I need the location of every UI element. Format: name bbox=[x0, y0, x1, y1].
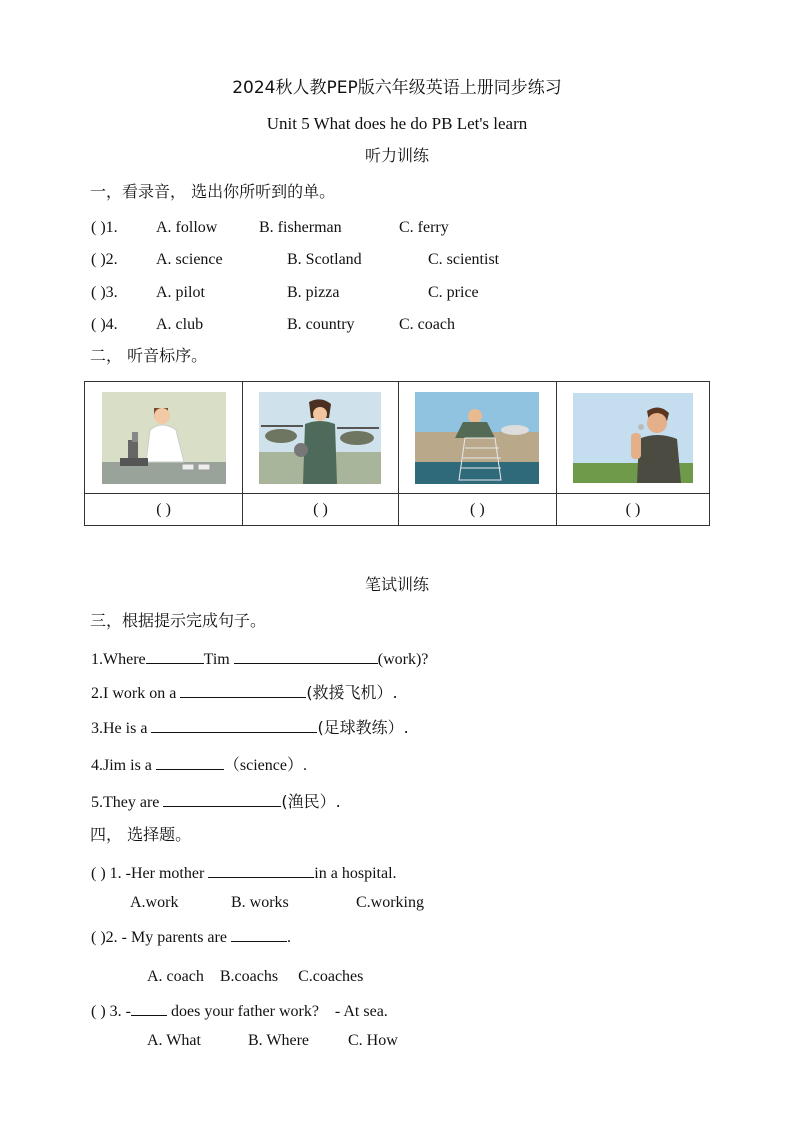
item-number: ( )3. bbox=[91, 284, 118, 301]
question-text: ( ) 3. - bbox=[91, 1003, 131, 1020]
answer-blank[interactable] bbox=[151, 718, 317, 733]
question-text: in a hospital. bbox=[314, 865, 397, 882]
question-1 bbox=[91, 863, 397, 882]
answer-blank[interactable] bbox=[208, 863, 314, 878]
sentence-hint: (work)? bbox=[377, 651, 429, 668]
question-2 bbox=[91, 927, 291, 946]
part3-heading: 三，根据提示完成句子。 bbox=[90, 611, 267, 630]
question-text: . bbox=[286, 929, 291, 946]
q1-option-b: B. works bbox=[231, 894, 289, 911]
q2-options: A. coach B.coachs C.coaches bbox=[147, 968, 364, 985]
sentence-1 bbox=[91, 649, 428, 668]
sentence-text: 4.Jim is a bbox=[91, 757, 152, 774]
sentence-hint: （science）. bbox=[223, 757, 307, 774]
sentence-5 bbox=[91, 792, 341, 811]
q3-option-b: B. Where bbox=[248, 1032, 310, 1049]
answer-blank-4[interactable]: ( ) bbox=[556, 494, 709, 526]
q1-option-a: A.work bbox=[130, 894, 179, 911]
answer-blank-2[interactable]: ( ) bbox=[243, 494, 399, 526]
sentence-hint: (足球教练）. bbox=[317, 718, 409, 737]
option-b: B. fisherman bbox=[259, 219, 342, 236]
part4-heading: 四， 选择题。 bbox=[90, 825, 192, 844]
sentence-hint: (渔民）. bbox=[281, 792, 341, 811]
sentence-text: 5.They are bbox=[91, 794, 160, 811]
answer-blank[interactable] bbox=[163, 792, 281, 807]
question-text: ( ) 1. -Her mother bbox=[91, 865, 205, 882]
answer-blank-3[interactable]: ( ) bbox=[398, 494, 556, 526]
q3-option-c: C. How bbox=[348, 1032, 398, 1049]
answer-blank[interactable] bbox=[156, 755, 224, 770]
unit-subtitle: Unit 5 What does he do PB Let's learn bbox=[266, 114, 528, 133]
sentence-2 bbox=[91, 683, 398, 702]
answer-blank[interactable] bbox=[231, 927, 287, 942]
sentence-text: Tim bbox=[203, 651, 230, 668]
option-a: A. follow bbox=[156, 219, 218, 236]
sentence-text: 1.Where bbox=[91, 651, 146, 668]
option-c: C. price bbox=[428, 284, 479, 301]
fisherman-picture bbox=[415, 392, 539, 484]
answer-blank[interactable] bbox=[146, 649, 204, 664]
question-text: ( )2. - My parents are bbox=[91, 929, 227, 946]
answer-blank[interactable] bbox=[180, 683, 306, 698]
q1-option-c: C.working bbox=[356, 894, 424, 911]
part2-heading: 二， 听音标序。 bbox=[90, 346, 208, 365]
listening-section-title: 听力训练 bbox=[364, 146, 429, 165]
option-b: B. country bbox=[287, 316, 355, 333]
option-c: C. ferry bbox=[399, 219, 449, 236]
sentence-text: 2.I work on a bbox=[91, 685, 177, 702]
question-text: does your father work? - At sea. bbox=[170, 1003, 388, 1020]
question-3 bbox=[91, 1001, 388, 1020]
scientist-picture bbox=[102, 392, 226, 484]
item-number: ( )1. bbox=[91, 219, 118, 236]
item-number: ( )2. bbox=[91, 251, 118, 268]
option-c: C. coach bbox=[399, 316, 455, 333]
answer-blank-1[interactable]: ( ) bbox=[85, 494, 243, 526]
sentence-hint: (救援飞机）. bbox=[306, 683, 398, 702]
picture-table bbox=[84, 381, 710, 526]
option-b: B. Scotland bbox=[287, 251, 362, 268]
option-a: A. pilot bbox=[156, 284, 205, 301]
sentence-3 bbox=[91, 718, 409, 737]
option-a: A. science bbox=[156, 251, 223, 268]
item-number: ( )4. bbox=[91, 316, 118, 333]
sentence-text: 3.He is a bbox=[91, 720, 148, 737]
q3-option-a: A. What bbox=[147, 1032, 201, 1049]
coach-picture bbox=[573, 393, 693, 483]
part1-heading: 一，看录音， 选出你所听到的单。 bbox=[90, 182, 336, 201]
option-a: A. club bbox=[156, 316, 204, 333]
sentence-4 bbox=[91, 755, 307, 774]
document-title: 2024秋人教PEP版六年级英语上册同步练习 bbox=[232, 78, 562, 98]
answer-blank[interactable] bbox=[131, 1001, 167, 1016]
written-section-title: 笔试训练 bbox=[364, 575, 429, 594]
option-c: C. scientist bbox=[428, 251, 500, 268]
option-b: B. pizza bbox=[287, 284, 340, 301]
pilot-picture bbox=[259, 392, 381, 484]
answer-blank[interactable] bbox=[234, 649, 378, 664]
